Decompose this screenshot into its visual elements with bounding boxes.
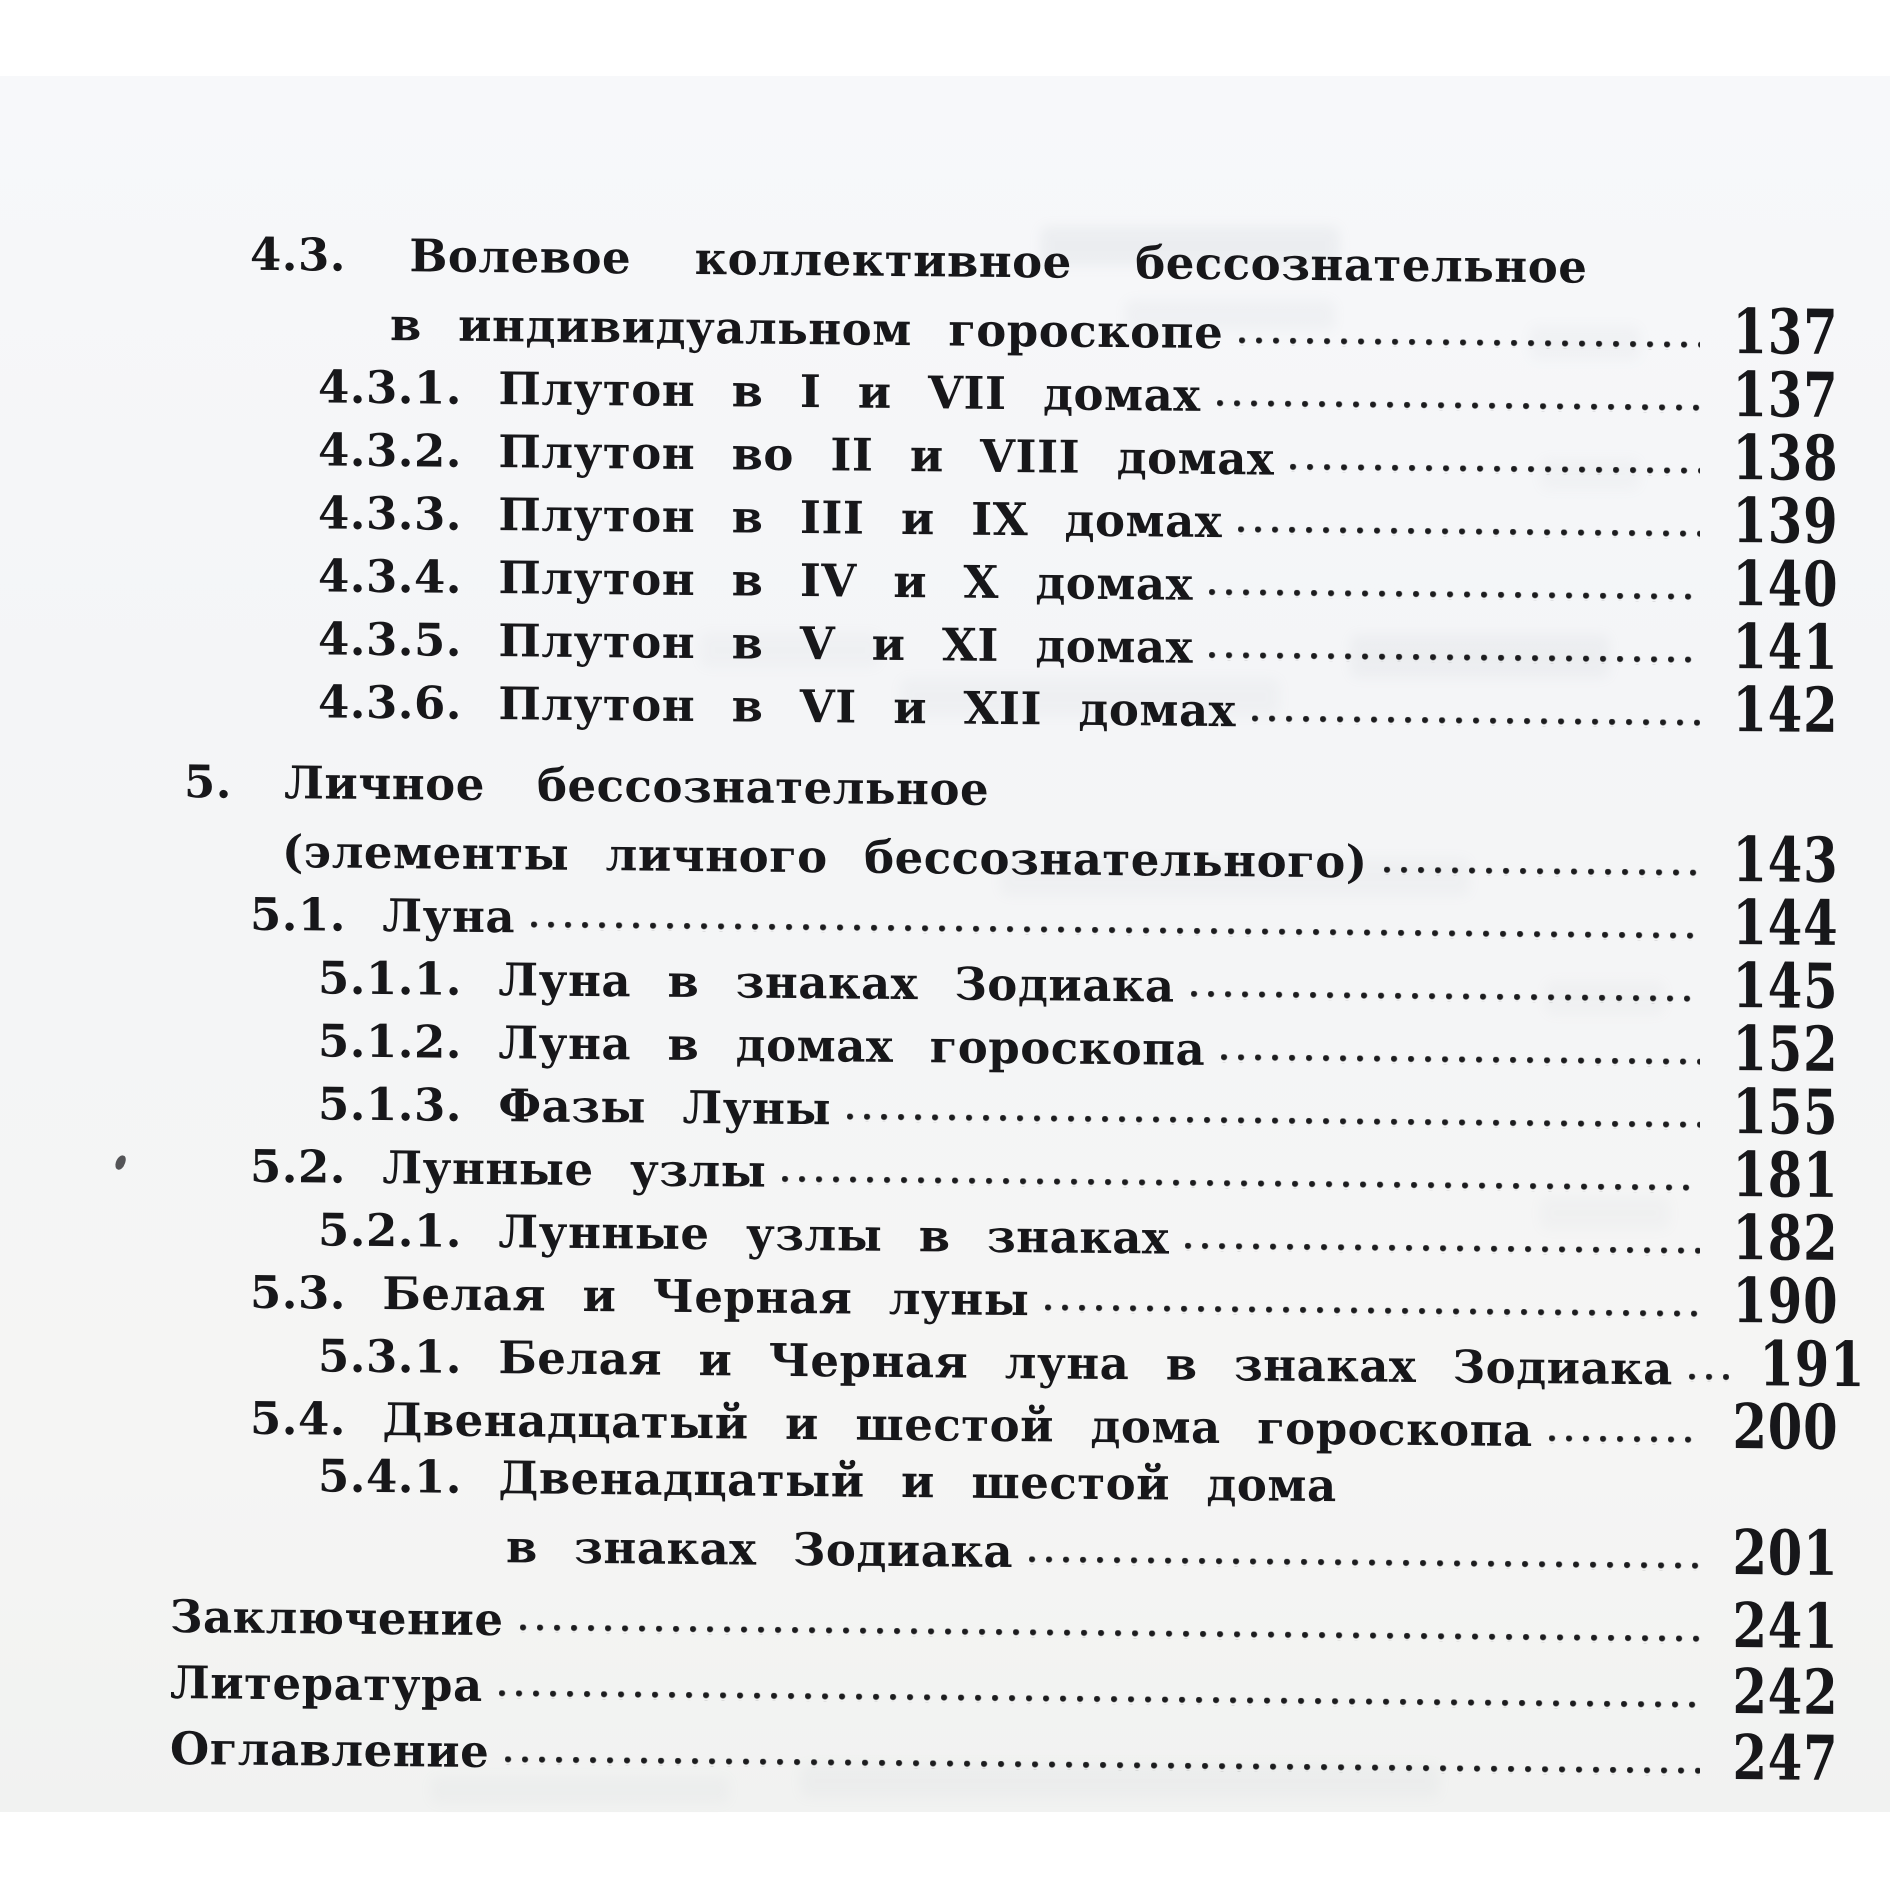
dot-leader (1029, 1556, 1700, 1573)
toc-entry-page-number: 181 (1732, 1137, 1838, 1213)
toc-entry-label: 5.1.1. Луна в знаках Зодиака (318, 951, 1175, 1013)
toc-entry-label: Оглавление (170, 1722, 490, 1779)
toc-entry-page-number: 152 (1732, 1011, 1838, 1087)
dot-leader (1209, 589, 1700, 605)
toc-entry-label: 4.3.1. Плутон в I и VII домах (318, 360, 1201, 422)
toc-entry-label: 4.3.2. Плутон во II и VIII домах (318, 423, 1275, 486)
toc-entry-label: Заключение (170, 1590, 504, 1647)
page-paper (0, 76, 1890, 1812)
toc-entry-page-number: 138 (1732, 420, 1838, 496)
dot-leader (1045, 1304, 1699, 1321)
toc-entry-label: 4.3.5. Плутон в V и XI домах (318, 612, 1193, 674)
toc-entry-label: (элементы личного бессознательного) (282, 825, 1368, 889)
dot-leader (1549, 1435, 1700, 1447)
toc-entry-page-number: 144 (1732, 885, 1838, 961)
toc-entry (170, 1645, 1838, 1730)
toc-entry-label: 5.1.3. Фазы Луны (318, 1077, 832, 1136)
toc-entry-label: в индивидуальном гороскопе (390, 298, 1224, 360)
toc-entry-page-number: 201 (1732, 1515, 1838, 1591)
toc-entry-page-number: 200 (1732, 1389, 1838, 1465)
scan-artifact-speck (114, 1154, 127, 1171)
dot-leader (1185, 1243, 1699, 1259)
dot-leader (531, 921, 1700, 943)
toc-entry-page-number: 142 (1732, 672, 1838, 748)
dot-leader (520, 1624, 1700, 1646)
toc-entry-page-number: 137 (1732, 294, 1838, 370)
toc-entry-label: в знаках Зодиака (506, 1520, 1014, 1579)
toc-entry-label: 5.4.1. Двенадцатый и шестой дома (318, 1449, 1337, 1513)
toc-entry-label: 4.3. Волевое коллективное бессознательное (250, 227, 1588, 294)
dot-leader (1191, 991, 1700, 1007)
dot-leader (782, 1176, 1699, 1196)
toc-entry-page-number: 145 (1732, 948, 1838, 1024)
toc-entry-label: 5.3. Белая и Черная луны (250, 1265, 1030, 1327)
dot-leader (1384, 867, 1700, 881)
dot-leader (1221, 1054, 1699, 1070)
toc-entry-label: Литература (170, 1656, 483, 1713)
toc-entry-page-number: 242 (1732, 1654, 1838, 1730)
toc-entry-label: 5. Личное бессознательное (184, 755, 990, 816)
toc-entry-label: 5.2.1. Лунные узлы в знаках (318, 1203, 1170, 1265)
dot-leader (1238, 526, 1699, 541)
toc-entry-label: 5.1.2. Луна в домах гороскопа (318, 1014, 1206, 1076)
dot-leader (1290, 464, 1699, 479)
table-of-contents (170, 222, 1866, 1796)
toc-entry-page-number: 182 (1732, 1200, 1838, 1276)
toc-entry-label: 5.4. Двенадцатый и шестой дома гороскопа (250, 1391, 1533, 1458)
dot-leader (1689, 1374, 1729, 1385)
dot-leader (1209, 652, 1700, 668)
toc-entry-label: 5.1. Луна (250, 887, 516, 944)
toc-entry-page-number: 190 (1732, 1263, 1838, 1339)
dot-leader (505, 1756, 1699, 1778)
toc-entry-page-number: 191 (1759, 1327, 1866, 1402)
toc-entry-label: 5.2. Лунные узлы (250, 1139, 767, 1198)
toc-entry-page-number: 140 (1732, 546, 1838, 622)
toc-entry-page-number: 141 (1732, 609, 1838, 685)
dot-leader (847, 1113, 1699, 1132)
toc-entry-page-number: 155 (1732, 1074, 1838, 1150)
dot-leader (1252, 715, 1700, 730)
toc-entry-label: 4.3.4. Плутон в IV и X домах (318, 549, 1193, 611)
toc-entry-label: 4.3.3. Плутон в III и IX домах (318, 486, 1223, 549)
toc-entry-page-number: 247 (1732, 1720, 1838, 1796)
toc-entry-page-number: 241 (1732, 1588, 1838, 1664)
toc-entry (170, 1579, 1838, 1664)
dot-leader (499, 1690, 1700, 1713)
toc-entry-label: 5.3.1. Белая и Черная луна в знаках Зодиака (318, 1329, 1673, 1396)
toc-entry-page-number: 137 (1732, 357, 1838, 433)
dot-leader (1239, 337, 1699, 352)
toc-entry (170, 1711, 1838, 1796)
toc-entry-page-number: 143 (1732, 822, 1838, 898)
toc-entry-label: 4.3.6. Плутон в VI и XII домах (318, 675, 1237, 738)
dot-leader (1217, 400, 1700, 416)
toc-entry-page-number: 139 (1732, 483, 1838, 559)
